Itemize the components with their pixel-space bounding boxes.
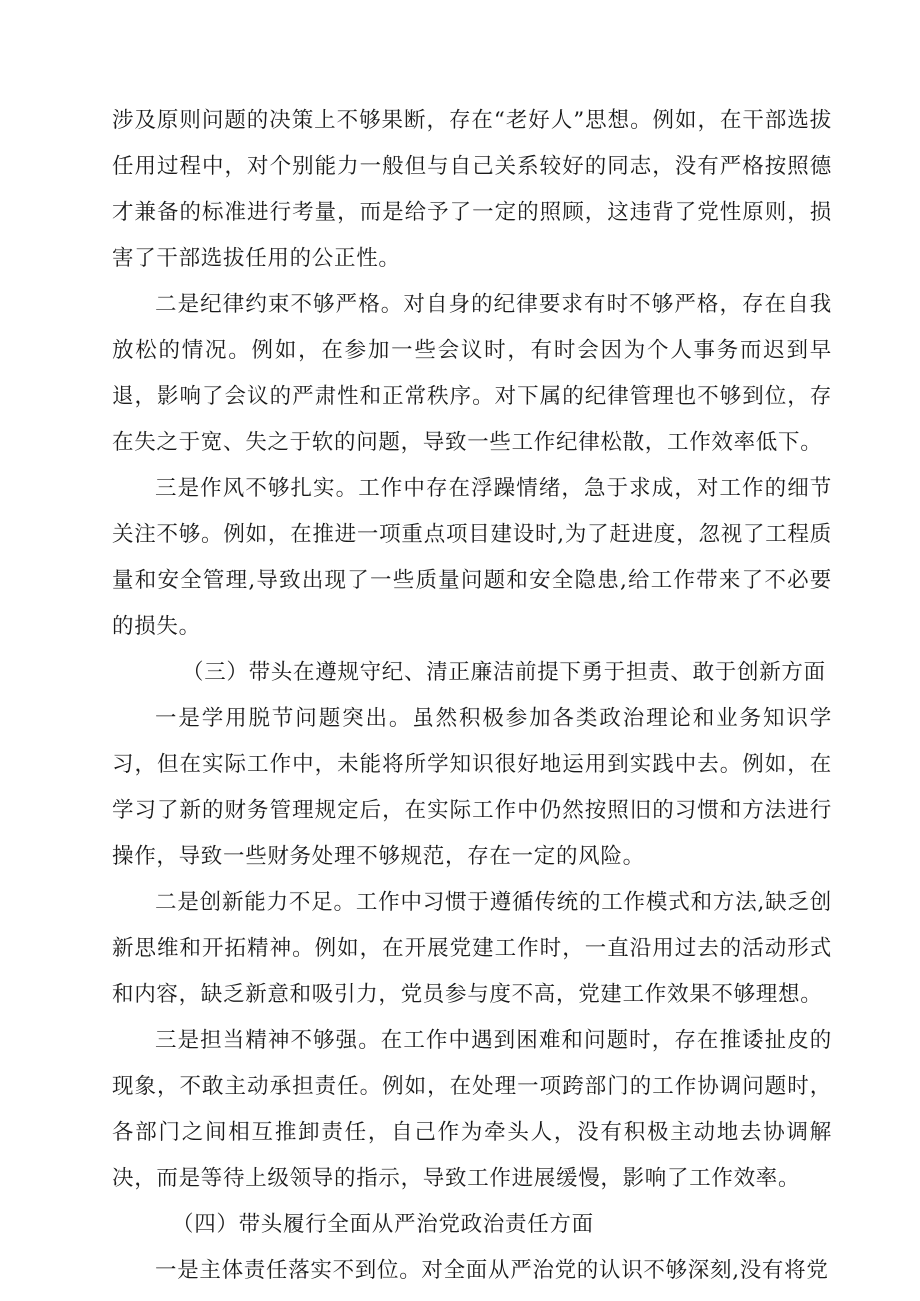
section-heading-4: （四）带头履行全面从严治党政治责任方面 — [172, 1212, 594, 1237]
document-body — [112, 98, 832, 1294]
paragraph-discipline: 二是纪律约束不够严格。对自身的纪律要求有时不够严格，存在自我放松的情况。例如，在参加一些会议时，有时会因为个人事务而迟到早退，影响了会议的严肃性和正常秩序。对下属的纪律管理也不够到位，存在失之于宽、失之于软的问题，导致一些工作纪律松散，工作效率低下。 — [112, 292, 832, 455]
paragraph-work-style: 三是作风不够扎实。工作中存在浮躁情绪，急于求成，对工作的细节关注不够。例如，在推进一项重点项目建设时,为了赶进度，忽视了工程质量和安全管理,导致出现了一些质量问题和安全隐患,给工作带来了不必要的损失。 — [112, 476, 832, 639]
paragraph-study-practice: 一是学用脱节问题突出。虽然积极参加各类政治理论和业务知识学习，但在实际工作中，未能将所学知识很好地运用到实践中去。例如，在学习了新的财务管理规定后，在实际工作中仍然按照旧的习惯和方法进行操作，导致一些财务处理不够规范，存在一定的风险。 — [112, 706, 832, 869]
paragraph-continuation: 涉及原则问题的决策上不够果断，存在“老好人”思想。例如，在干部选拔任用过程中，对个别能力一般但与自己关系较好的同志，没有严格按照德才兼备的标准进行考量，而是给予了一定的照顾，这违背了党性原则，损害了干部选拔任用的公正性。 — [112, 108, 832, 271]
section-heading-3: （三）带头在遵规守纪、清正廉洁前提下勇于担责、敢于创新方面 — [182, 660, 826, 685]
paragraph-innovation: 二是创新能力不足。工作中习惯于遵循传统的工作模式和方法,缺乏创新思维和开拓精神。例如，在开展党建工作时，一直沿用过去的活动形式和内容，缺乏新意和吸引力，党员参与度不高，党建工作效果不够理想。 — [112, 890, 832, 1007]
paragraph-responsibility: 三是担当精神不够强。在工作中遇到困难和问题时，存在推诿扯皮的现象，不敢主动承担责任。例如，在处理一项跨部门的工作协调问题时，各部门之间相互推卸责任，自己作为牵头人，没有积极主动地去协调解决，而是等待上级领导的指示，导致工作进展缓慢，影响了工作效率。 — [112, 1028, 832, 1191]
paragraph-main-responsibility: 一是主体责任落实不到位。对全面从严治党的认识不够深刻,没有将党 — [155, 1258, 829, 1283]
